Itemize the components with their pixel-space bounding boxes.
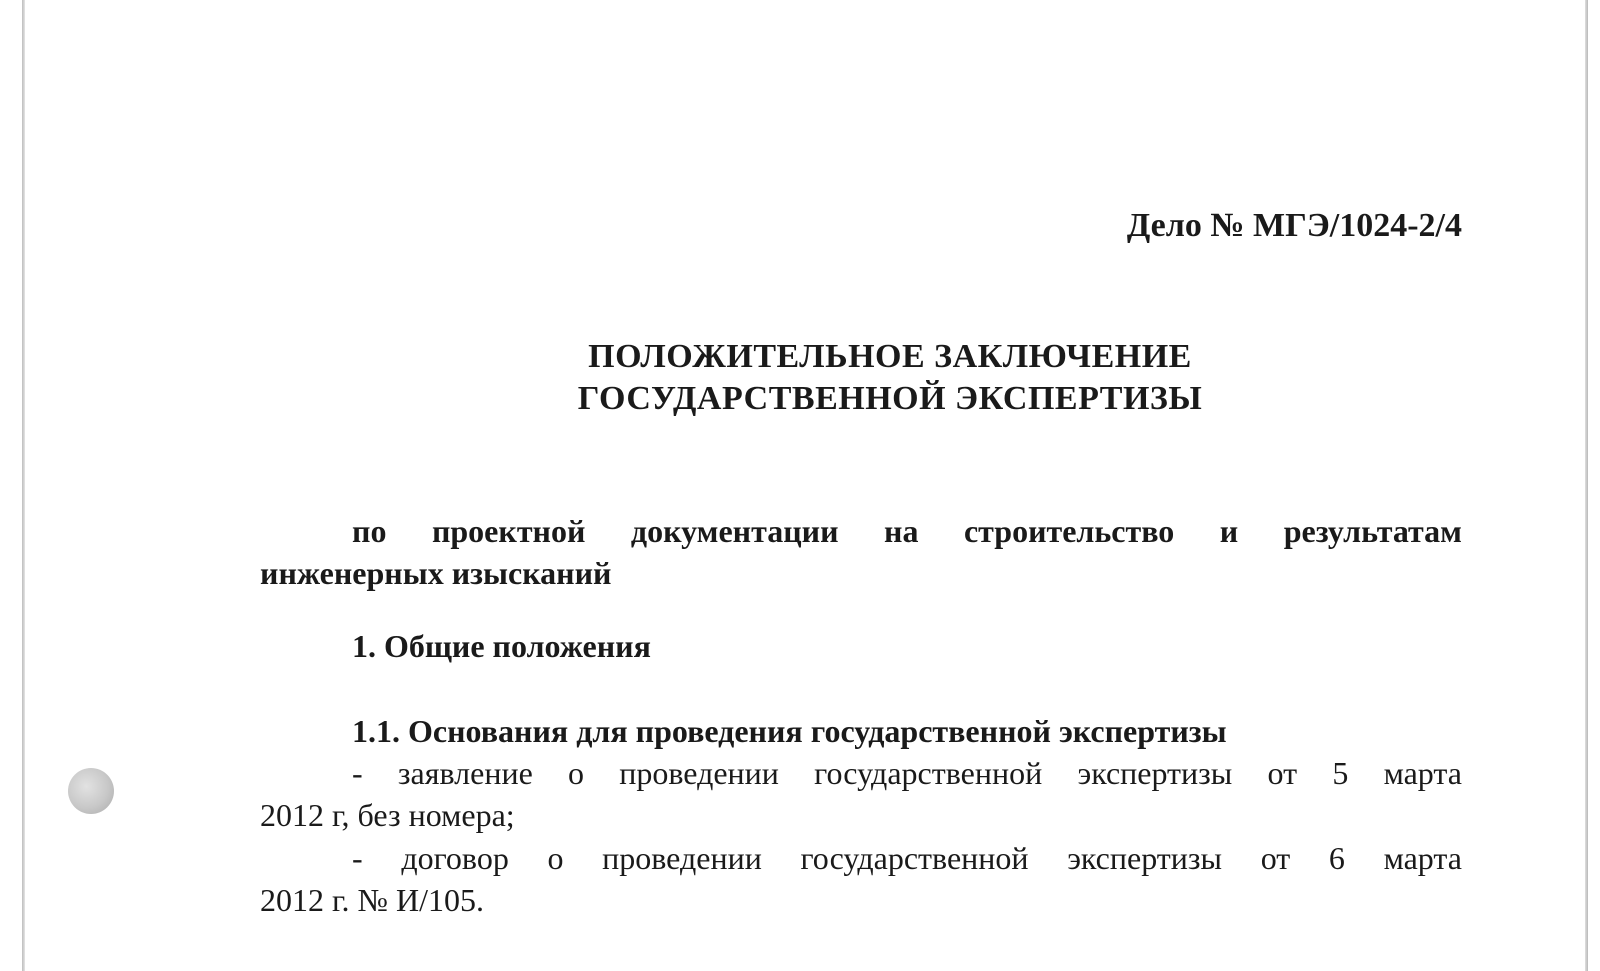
item-word: проведении [619, 755, 779, 791]
subject-word: и [1219, 513, 1239, 549]
item-word: государственной [800, 840, 1029, 876]
subject-word: проектной [431, 513, 586, 549]
item-word: 6 [1328, 840, 1345, 876]
document-title-line-1: ПОЛОЖИТЕЛЬНОЕ ЗАКЛЮЧЕНИЕ [588, 338, 1192, 375]
item-word: 5 [1332, 755, 1349, 791]
page-edge-right [1585, 0, 1588, 971]
item-word: - [352, 840, 363, 876]
subject-word: строительство [963, 513, 1175, 549]
grounds-item-application [260, 752, 1462, 836]
item-word: о [547, 840, 564, 876]
subject-word: результатам [1283, 513, 1462, 549]
document-title-line-2: ГОСУДАРСТВЕННОЙ ЭКСПЕРТИЗЫ [577, 380, 1203, 417]
item-word: договор [401, 840, 509, 876]
case-number: Дело № МГЭ/1024-2/4 [1126, 207, 1462, 244]
document-subject [260, 510, 1462, 594]
item-word: экспертизы [1067, 840, 1223, 876]
item-word: экспертизы [1077, 755, 1233, 791]
grounds-item-contract [260, 837, 1462, 921]
grounds-item-line-2: 2012 г. № И/105. [260, 882, 485, 918]
item-word: - [352, 755, 363, 791]
subject-word: по [352, 513, 387, 549]
item-word: заявление [397, 755, 533, 791]
item-word: проведении [602, 840, 762, 876]
section-heading-grounds: 1.1. Основания для проведения государственной экспертизы [352, 713, 1227, 749]
item-word: от [1260, 840, 1291, 876]
item-word: государственной [814, 755, 1043, 791]
item-word: о [568, 755, 584, 791]
item-word: марта [1383, 755, 1462, 791]
item-word: марта [1383, 840, 1462, 876]
section-heading-general: 1. Общие положения [352, 628, 651, 664]
grounds-item-line-1 [260, 837, 1462, 879]
punch-hole-mark [68, 768, 114, 814]
subject-word: на [884, 513, 919, 549]
page-edge-left [22, 0, 25, 971]
subject-line-1 [260, 510, 1462, 552]
subject-line-2: инженерных изысканий [260, 555, 612, 591]
grounds-item-line-1 [260, 752, 1462, 794]
subject-word: документации [630, 513, 839, 549]
item-word: от [1267, 755, 1298, 791]
grounds-item-line-2: 2012 г, без номера; [260, 797, 515, 833]
